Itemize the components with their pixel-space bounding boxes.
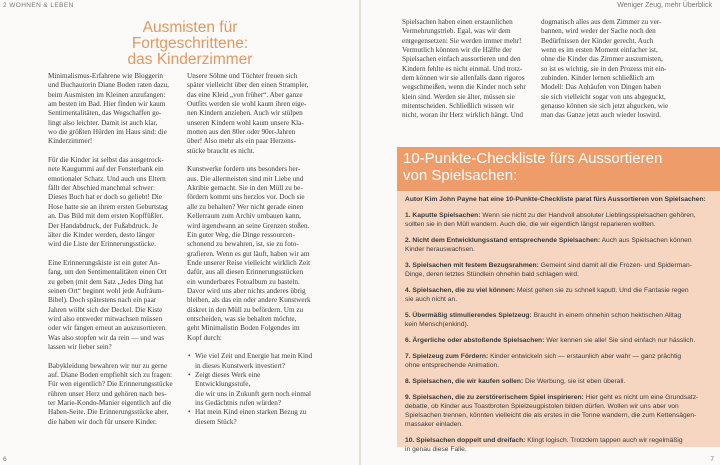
checklist-item-text: Meist gehen sie zu schnell kaputt. Und die Fantasie regen — [515, 287, 689, 294]
text-line: schonend zu bewahren, ist, sie zu foto- — [187, 240, 299, 249]
checklist-item-heading: 10. Spielsachen doppelt und dreifach: — [405, 437, 526, 444]
checklist-item-text: Braucht in einem ohnehin schon hektischen Alltag — [531, 312, 682, 319]
checklist-item-text: massaker einladen. — [405, 421, 463, 429]
checklist-item-text: sollten sie in den Müll wandern. Auch die, die wir eigentlich längst reparieren wollten. — [405, 221, 656, 229]
checklist-item-text: Klingt logisch. Trotzdem tappen auch wir regelmäßig — [525, 437, 683, 444]
text-line: bleiben, als das ein oder andere Kunstwerk — [187, 296, 311, 305]
text-line: dem können wir sie allenfalls dann rigoros — [402, 74, 525, 83]
text-line: ins Gedächtnis rufen würden? — [195, 399, 282, 408]
text-line: wo die größten Hürden im Haus sind: die — [48, 128, 167, 137]
text-line: Für wen eigentlich? Die Erinnerungsstücke — [48, 380, 173, 389]
checklist-title-line: 10-Punkte-Checkliste fürs Aussortieren — [403, 150, 663, 167]
checklist-title-line: von Spielsachen: — [403, 167, 518, 184]
checklist-item — [405, 436, 717, 454]
chapter-title-line: Ausmisten für Fortgeschrittene: — [131, 19, 249, 52]
text-column-3 — [402, 18, 532, 121]
text-line: das eine Kleid „von früher“. Aber ganze — [187, 90, 303, 99]
text-line: Jahren wölbt sich der Deckel. Die Kiste — [48, 305, 163, 314]
checklist-item-line — [405, 377, 717, 386]
text-line: Davor wird uns aber nichts anderes übrig — [187, 286, 306, 295]
text-line: ohne die Kinder das Zimmer auszumisten, — [541, 55, 663, 64]
running-head-left: 2 WOHNEN & LEBEN — [3, 2, 74, 9]
paragraph — [48, 156, 176, 249]
paragraph — [48, 362, 176, 427]
text-line: Ende unserer Reise vielleicht wirklich Zeit — [187, 258, 311, 267]
checklist-item-line — [405, 261, 717, 270]
checklist-item-heading: 1. Kaputte Spielsachen: — [405, 212, 481, 219]
text-line: seinen Ort“ beginnt wohl jede Aufräum- — [48, 286, 164, 295]
checklist-item-heading: 9. Spielsachen, die zu zerstörerischem Spiel inspirieren: — [405, 393, 584, 401]
text-line: Modell: Das Anhäufen von Dingen haben — [541, 83, 661, 92]
text-line: Sentimentalitäten, das Wegschaffen ge- — [48, 109, 162, 118]
checklist-item-line — [405, 320, 717, 329]
checklist-item-line — [405, 352, 717, 361]
text-line: dogmatisch alles aus dem Zimmer zu ver- — [541, 18, 662, 26]
chapter-title-line: das Kinderzimmer — [127, 51, 253, 68]
text-line: später vielleicht über den einen Strampler, — [187, 81, 309, 90]
text-line: die wir uns in Zukunft gern noch einmal — [195, 389, 311, 398]
checklist-item-heading: 4. Spielsachen, die zu viel können: — [405, 287, 516, 294]
checklist-item-line — [405, 220, 717, 229]
text-line: genauso können sie sich jetzt abgucken, wie — [541, 102, 669, 111]
text-line: wird also entweder mitwachsen müssen — [48, 314, 163, 323]
text-line: geht Minimalistin Boden Folgendes im — [187, 324, 300, 333]
text-line: ein wunderbares Fotoalbum zu basteln. — [187, 277, 300, 286]
text-line: wird irgendwann an seine Grenzen stoßen. — [187, 221, 310, 230]
text-line: nete Kaugummi auf der Fensterbank ein — [48, 165, 164, 174]
text-line: Kellerraum zum Archiv umbauen kann, — [187, 212, 301, 221]
checklist-item — [405, 286, 717, 304]
text-line: • Wie viel Zeit und Energie hat mein Kind — [195, 352, 313, 361]
book-gutter — [359, 0, 361, 465]
text-line: Outfits werden sie wohl kaum ihren eige- — [187, 100, 307, 109]
text-line: zubinden. Kinder lernen schließlich am — [541, 74, 655, 83]
checklist-item-line — [405, 411, 717, 420]
checklist-item-line — [405, 336, 717, 345]
checklist-item-line — [405, 393, 717, 402]
text-line: Minimalismus-Erfahrene wie Bloggerin — [48, 72, 163, 80]
checklist-item — [405, 311, 717, 329]
paragraph — [48, 259, 176, 352]
text-line: Bedürfnissen der Kinder gerecht. Auch — [541, 36, 654, 45]
text-line: Der Handabdruck, der Fußabdruck. Je — [48, 221, 158, 230]
paragraph — [48, 72, 176, 147]
text-line: Vermutlich könnten wir die Hälfte der — [402, 46, 512, 55]
checklist-item-text: Wenn sie nicht zu der Handvoll absoluter Lieblingsspielsachen gehören, — [480, 212, 696, 219]
text-line: • Zeigt dieses Werk eine Entwicklungsstufe, — [195, 371, 261, 389]
text-column-4 — [541, 18, 671, 121]
page-number-left: 6 — [3, 456, 7, 463]
text-line: oder wir fangen erneut an auszusortieren. — [48, 324, 167, 333]
checklist-item-text: Dinge, deren letztes Stündlein ohnehin bald schlagen wird. — [405, 271, 579, 279]
text-line: alle zu behalten? Wer nicht gerade einen — [187, 202, 304, 211]
text-line: Kindern fehlte es nicht einmal. Und trotz- — [402, 64, 523, 73]
checklist-item-text: Spielsachen trennen, könnten vielleicht die als erstes in die Tonne wandern, die zum Kettensägen- — [405, 412, 697, 419]
text-line: auf. Diane Boden empfiehlt sich zu fragen: — [48, 371, 172, 379]
text-line: emotionaler Schatz. Und auch uns Eltern — [48, 174, 166, 183]
checklist-item-text: Hier geht es nicht um eine Grundsatz- — [583, 393, 699, 401]
checklist-item-text: sie auch nicht an. — [405, 296, 458, 304]
chapter-title — [90, 20, 290, 68]
text-line: wird die Liste der Erinnerungsstücke. — [48, 240, 156, 249]
checklist-item — [405, 236, 717, 254]
checklist-item-text: ohne entsprechende Animation. — [405, 362, 500, 369]
checklist-item-heading: 2. Nicht dem Entwicklungsstand entsprechende Spielsachen: — [405, 237, 601, 244]
text-line: fällt der Abschied manchmal schwer: — [48, 184, 155, 193]
text-line: unseren Kindern wohl kaum unsere Kla- — [187, 118, 304, 127]
text-line: nicht, woran ihr Herz wirklich hängt. Und — [402, 111, 523, 120]
text-line: motten aus den 80er oder 90er-Jahren — [187, 128, 296, 137]
paragraph — [187, 165, 317, 343]
text-line: Eine Erinnerungskiste ist ein guter An- — [48, 258, 160, 267]
text-line: so ist es wichtig, sie in den Prozess mit ein- — [541, 64, 667, 73]
checklist-item-text: Gemeint sind damit all die Frozen- und Spiderman- — [538, 262, 692, 269]
text-line: an. Das Bild mit dem ersten Kopffüßler. — [48, 212, 164, 221]
checklist-item-line — [405, 445, 717, 454]
question-list — [187, 352, 317, 427]
checklist-item-line — [405, 245, 717, 254]
text-line: diesem Stück? — [195, 417, 237, 426]
checklist-title — [403, 150, 703, 184]
text-column-1 — [48, 72, 176, 436]
text-line: Unsere Söhne und Töchter freuen sich — [187, 72, 298, 80]
question-item — [195, 408, 317, 427]
checklist-item-line — [405, 436, 717, 445]
text-line: stücke braucht es nicht. — [187, 146, 255, 155]
text-line: mitentscheiden. Schließlich wissen wir — [402, 102, 515, 111]
checklist-box — [397, 147, 720, 454]
text-line: fördern kommt uns herzlos vor. Doch sie — [187, 193, 305, 202]
text-line: zu geben (mit dem Satz „Jedes Ding hat — [48, 277, 164, 286]
text-line: Hose hatte sie an ihrem ersten Geburtstag — [48, 202, 168, 211]
checklist-item-text: Wer kennen sie alle! Sie sind einfach nur hässlich. — [544, 337, 696, 344]
question-item — [195, 371, 317, 408]
text-line: entscheiden, was sie behalten möchte, — [187, 314, 297, 323]
text-line: Kopf durch: — [187, 333, 222, 342]
checklist-item — [405, 352, 717, 370]
checklist-item-line — [405, 361, 717, 370]
checklist-item-heading: 5. Übermäßig stimulierendes Spielzeug: — [405, 312, 532, 319]
checklist-item-text: debatte, ob Kinder aus Toastbroten Spielzeugpistolen bilden dürfen. Wollen wir uns aber von — [405, 402, 679, 410]
checklist-item-text: Kinder entwickeln sich — erstaunlich aber wahr — ganz prächtig — [488, 352, 682, 360]
checklist-item — [405, 261, 717, 279]
text-line: lingt also leichter. Damit ist auch klar, — [48, 118, 158, 127]
checklist-item-line — [405, 295, 717, 304]
text-line: aus. Die allermeisten sind mit Liebe und — [187, 174, 304, 183]
text-line: sie sich vielleicht sogar von uns abgeguckt, — [541, 92, 666, 101]
checklist-item-text: kein Mensch(enkind). — [405, 321, 469, 329]
text-line: und Buchautorin Diane Boden raten dazu, — [48, 81, 169, 90]
paragraph — [187, 72, 317, 156]
checklist-item-line — [405, 402, 717, 411]
text-line: Für die Kinder ist selbst das ausgetrock- — [48, 156, 164, 165]
text-line: lassen wir lieber sein? — [48, 342, 112, 351]
text-line: Haben-Seite. Die Erinnerungsstücke aber, — [48, 408, 169, 417]
checklist-item-line — [405, 211, 717, 220]
text-line: fang, um den Sentimentalitäten einen Ort — [48, 268, 167, 277]
text-line: beim Ausmisten im Kleinen anzufangen: — [48, 90, 166, 99]
text-line: nen Kindern anziehen. Auch wir stülpen — [187, 109, 303, 118]
checklist-item-text: in genau diese Falle. — [405, 446, 467, 454]
checklist-intro: Autor Kim John Payne hat eine 10-Punkte-Checkliste parat fürs Aussortieren von Spielsachen: — [405, 196, 706, 203]
text-line: die haben wir doch für unsere Kinder. — [48, 417, 157, 426]
text-line: grafieren. Wenn es gut läuft, haben wir am — [187, 249, 310, 258]
text-line: diskret in den Müll zu befördern. Um zu — [187, 305, 304, 314]
text-line: in dieses Kunstwerk investiert? — [195, 361, 286, 370]
checklist-item-line — [405, 286, 717, 295]
text-line: klein sind. Werden sie älter, müssen sie — [402, 92, 515, 101]
text-line: Dieses Buch hat er doch so geliebt! Die — [48, 193, 162, 202]
checklist-item-heading: 6. Ärgerliche oder abstoßende Spielsachen: — [405, 337, 545, 344]
checklist-item-line — [405, 236, 717, 245]
text-line: Spielsachen haben einen erstaunlichen — [402, 18, 513, 26]
checklist-item-text: Auch aus Spielsachen können — [600, 237, 692, 244]
question-item — [195, 352, 317, 371]
text-line: ter Marie-Kondo-Manier eigentlich auf die — [48, 399, 172, 408]
text-line: Bibel). Doch spätestens nach ein paar — [48, 296, 157, 305]
checklist-item-line — [405, 311, 717, 320]
checklist-item-line — [405, 420, 717, 429]
text-line: bannen, wird weder der Sache noch den — [541, 27, 656, 36]
text-line: wegschmeißen, wenn die Kinder noch sehr — [402, 83, 526, 92]
checklist-item — [405, 377, 717, 386]
checklist-item-text: Kinder herauswachsen. — [405, 246, 475, 254]
checklist-item — [405, 336, 717, 345]
text-line: man das Ganze jetzt auch wieder loswird. — [541, 111, 661, 120]
text-line: Akribie gemacht. Sie in den Müll zu be- — [187, 184, 303, 193]
checklist-item-line — [405, 270, 717, 279]
checklist-item — [405, 393, 717, 430]
checklist-item-heading: 3. Spielsachen mit festem Bezugsrahmen: — [405, 262, 539, 269]
text-line: Ein guter Weg, die Dinge ressourcen- — [187, 230, 295, 239]
checklist-items — [405, 211, 717, 461]
text-line: Kunstwerke fordern uns besonders her- — [187, 165, 301, 174]
text-line: wenn es im ersten Moment einfacher ist, — [541, 46, 658, 55]
checklist-item-heading: 8. Spielsachen, die wir kaufen sollen: — [405, 377, 524, 385]
checklist-item — [405, 211, 717, 229]
checklist-item-text: Die Werbung, sie ist eben überall. — [523, 377, 626, 385]
text-line: Spielsachen einfach aussortieren und den — [402, 55, 521, 64]
text-line: Vermehrungstrieb. Egal, was wir dem — [402, 27, 511, 36]
running-head-right: Weniger Zeug, mehr Überblick — [617, 2, 712, 9]
text-line: • Hat mein Kind einen starken Bezug zu — [195, 408, 307, 417]
checklist-item-heading: 7. Spielzeug zum Fördern: — [405, 352, 489, 360]
text-line: Kinderzimmer! — [48, 137, 93, 146]
text-line: rühren unser Herz und gehören nach bes- — [48, 389, 167, 398]
page-number-right: 7 — [710, 456, 714, 463]
text-line: Was also stopfen wir da rein — und was — [48, 333, 164, 342]
text-line: älter die Kinder werden, desto länger — [48, 230, 155, 239]
text-line: dafür, aus all diesen Erinnerungsstücken — [187, 268, 304, 277]
text-column-2 — [187, 72, 317, 427]
text-line: am besten im Bad. Hier finden wir kaum — [48, 100, 166, 109]
text-line: Babykleidung bewahren wir nur zu gerne — [48, 361, 168, 370]
text-line: entgegensetzen: Sie werden immer mehr! — [402, 36, 522, 45]
text-line: über! Also mehr als ein paar Herzens- — [187, 137, 296, 146]
